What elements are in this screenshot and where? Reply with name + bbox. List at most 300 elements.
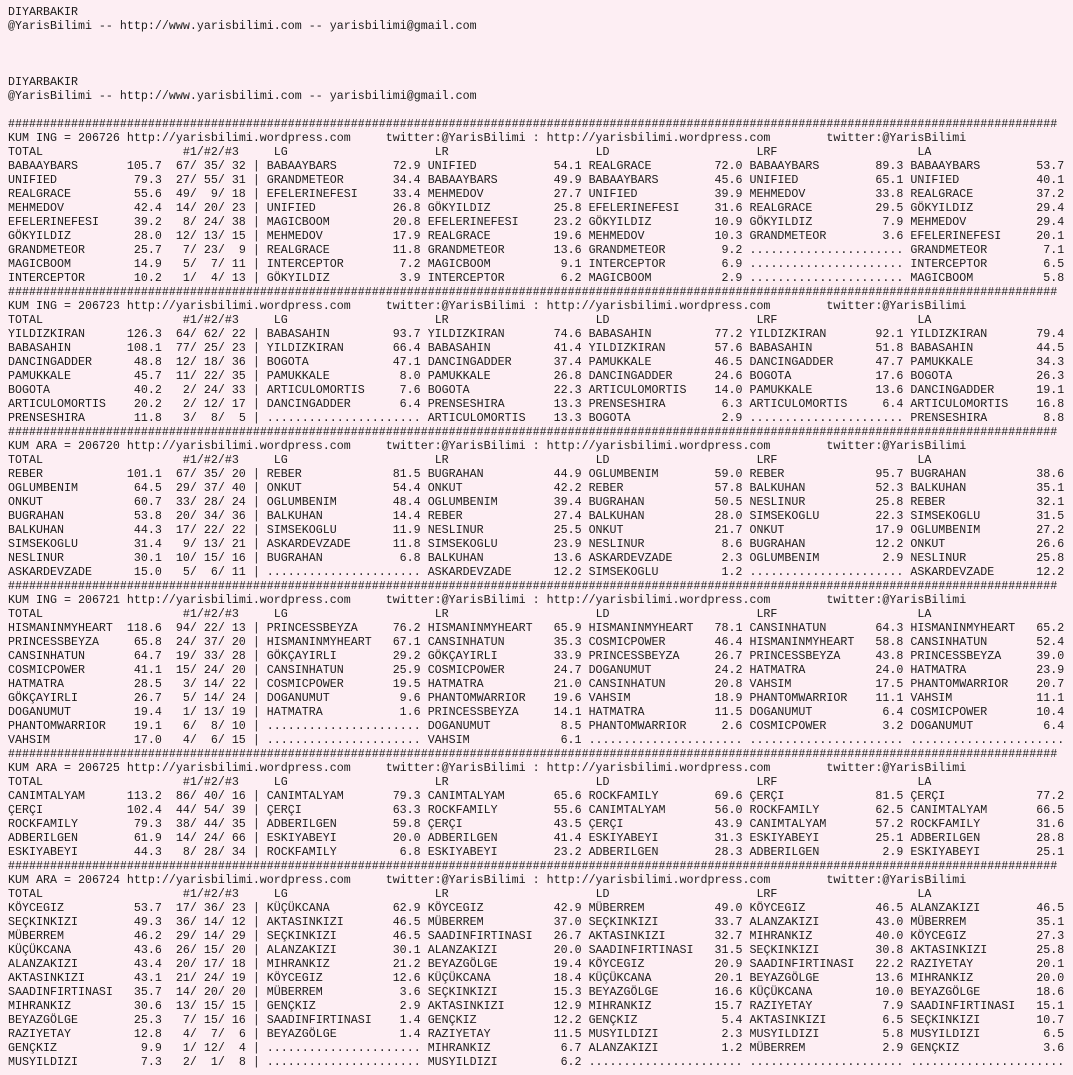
intro-title-line (8, 75, 1073, 89)
place-2: 13 (203, 537, 218, 551)
total-score: 108.1 (126, 341, 162, 355)
lg-name: KÖYCEGIZ (266, 971, 323, 985)
lr-name: CANIMTALYAM (427, 789, 505, 803)
lg-name: COSMICPOWER (266, 677, 344, 691)
lr-score: 37.0 (553, 915, 582, 929)
ld-score: 6.9 (721, 257, 743, 271)
la-name: BALKUHAN (910, 481, 967, 495)
lrf-empty: ...................... (749, 565, 904, 579)
lr-score: 26.7 (553, 929, 582, 943)
place-2: 9 (210, 187, 218, 201)
lrf-name: GÖKYILDIZ (749, 215, 813, 229)
place-1: 3 (182, 677, 190, 691)
slash: / (217, 229, 225, 243)
table-row (8, 1027, 1073, 1041)
lr-score: 22.3 (553, 383, 582, 397)
la-score: 77.2 (1036, 789, 1065, 803)
lr-name: MUSYILDIZI (427, 1055, 498, 1069)
place-1: 94 (175, 621, 190, 635)
total-score: 45.7 (133, 369, 162, 383)
lrf-name: GRANDMETEOR (749, 229, 827, 243)
la-score: 26.6 (1036, 537, 1065, 551)
col-lr: LR (434, 453, 449, 467)
colon: : (532, 593, 540, 607)
lg-name: INTERCEPTOR (266, 257, 344, 271)
lr-name: NESLINUR (427, 523, 484, 537)
slash: / (189, 929, 197, 943)
place-1: 8 (182, 845, 190, 859)
place-3: 16 (231, 1013, 246, 1027)
total-score: 35.7 (133, 985, 162, 999)
place-1: 2 (182, 397, 190, 411)
lrf-score: 62.5 (875, 803, 904, 817)
place-2: 12 (203, 397, 218, 411)
ld-name: BALKUHAN (588, 509, 645, 523)
ld-score: 10.3 (714, 229, 743, 243)
total-name: ADBERILGEN (8, 831, 78, 845)
section-label: KUM ING = 206721 (8, 593, 120, 607)
place-2: 33 (203, 649, 218, 663)
ld-score: 20.1 (714, 971, 743, 985)
slash: / (189, 411, 197, 425)
divider: | (252, 537, 260, 551)
col-places: #1/#2/#3 (182, 145, 239, 159)
lr-score: 42.9 (553, 901, 582, 915)
total-score: 31.4 (133, 537, 162, 551)
lg-score: 93.7 (392, 327, 421, 341)
table-row (8, 467, 1073, 481)
col-lr: LR (434, 145, 449, 159)
place-2: 14 (203, 691, 218, 705)
la-score: 53.7 (1036, 159, 1065, 173)
ld-name: SAADINFIRTINASI (588, 943, 694, 957)
total-score: 26.7 (133, 691, 162, 705)
lg-score: 63.3 (392, 803, 421, 817)
la-name: SIMSEKOGLU (910, 509, 981, 523)
slash: / (189, 663, 197, 677)
divider: | (252, 845, 260, 859)
divider: | (252, 495, 260, 509)
place-1: 67 (175, 467, 190, 481)
ld-score: 43.9 (714, 817, 743, 831)
ld-score: 16.6 (714, 985, 743, 999)
lg-score: 66.4 (392, 341, 421, 355)
lrf-name: SAADINFIRTINASI (749, 957, 855, 971)
lg-score: 76.2 (392, 621, 421, 635)
total-score: 10.2 (133, 271, 162, 285)
section-header (8, 593, 1073, 607)
total-name: KÜÇÜKCANA (8, 943, 71, 957)
slash: / (217, 369, 225, 383)
slash: / (217, 565, 225, 579)
place-2: 1 (210, 1055, 218, 1069)
col-total: TOTAL (8, 607, 43, 621)
lr-name: ONKUT (427, 481, 463, 495)
la-name: SEÇKINKIZI (910, 1013, 981, 1027)
place-3: 10 (231, 719, 246, 733)
lrf-score: 11.1 (875, 691, 904, 705)
lr-score: 8.5 (560, 719, 582, 733)
lrf-score: 40.0 (875, 929, 904, 943)
lr-score: 19.4 (553, 957, 582, 971)
la-score: 20.0 (1036, 971, 1065, 985)
slash: / (189, 271, 197, 285)
place-3: 13 (231, 271, 246, 285)
lrf-name: DANCINGADDER (749, 355, 834, 369)
place-1: 21 (175, 971, 190, 985)
lrf-empty: ...................... (749, 243, 904, 257)
col-places: #1/#2/#3 (182, 313, 239, 327)
lrf-score: 5.8 (882, 1027, 904, 1041)
total-score: 28.0 (133, 229, 162, 243)
place-3: 22 (231, 523, 246, 537)
place-1: 44 (175, 803, 190, 817)
col-lr: LR (434, 607, 449, 621)
slash: / (217, 1055, 225, 1069)
lg-empty: ...................... (266, 719, 421, 733)
lr-score: 43.5 (553, 817, 582, 831)
lr-name: SAADINFIRTINASI (427, 929, 533, 943)
site-url: http://yarisbilimi.wordpress.com (126, 439, 351, 453)
table-row (8, 901, 1073, 915)
place-2: 40 (203, 789, 218, 803)
slash: / (217, 999, 225, 1013)
table-row (8, 341, 1073, 355)
table-row (8, 971, 1073, 985)
lrf-name: YILDIZKIRAN (749, 327, 827, 341)
table-row (8, 1041, 1073, 1055)
slash: / (189, 173, 197, 187)
total-name: MAGICBOOM (8, 257, 71, 271)
place-2: 20 (203, 985, 218, 999)
twitter-handle: twitter:@YarisBilimi (826, 761, 967, 775)
lrf-score: 65.1 (875, 173, 904, 187)
colon: : (532, 761, 540, 775)
slash: / (217, 733, 225, 747)
section-label: KUM ARA = 206724 (8, 873, 120, 887)
ld-score: 56.0 (714, 803, 743, 817)
separator-line (8, 117, 1073, 131)
total-score: 25.3 (133, 1013, 162, 1027)
lr-name: KÖYCEGIZ (427, 901, 484, 915)
lr-name: UNIFIED (427, 159, 477, 173)
lr-name: DOGANUMUT (427, 719, 491, 733)
table-row (8, 691, 1073, 705)
total-score: 55.6 (133, 187, 162, 201)
slash: / (217, 187, 225, 201)
total-score: 49.3 (133, 915, 162, 929)
slash: / (217, 957, 225, 971)
slash: / (189, 495, 197, 509)
lg-score: 1.6 (399, 705, 421, 719)
divider: | (252, 803, 260, 817)
la-name: MIHRANKIZ (910, 971, 974, 985)
col-lrf: LRF (756, 887, 778, 901)
lrf-score: 81.5 (875, 789, 904, 803)
lg-name: PAMUKKALE (266, 369, 330, 383)
total-score: 79.3 (133, 173, 162, 187)
slash: / (189, 971, 197, 985)
ld-score: 1.2 (721, 1041, 743, 1055)
total-score: 17.0 (133, 733, 162, 747)
slash: / (217, 1041, 225, 1055)
slash: / (189, 901, 197, 915)
slash: / (217, 635, 225, 649)
la-name: MAGICBOOM (910, 271, 974, 285)
total-name: SAADINFIRTINASI (8, 985, 113, 999)
place-1: 20 (175, 957, 190, 971)
lrf-name: UNIFIED (749, 173, 799, 187)
ld-score: 33.7 (714, 915, 743, 929)
place-3: 17 (231, 397, 246, 411)
place-2: 54 (203, 803, 218, 817)
lrf-name: SIMSEKOGLU (749, 509, 820, 523)
ld-name: VAHSIM (588, 691, 631, 705)
slash: / (217, 943, 225, 957)
divider: | (252, 915, 260, 929)
lg-name: GENÇKIZ (266, 999, 316, 1013)
ld-score: 31.3 (714, 831, 743, 845)
col-places: #1/#2/#3 (182, 775, 239, 789)
ld-name: REALGRACE (588, 159, 652, 173)
col-places: #1/#2/#3 (182, 453, 239, 467)
lrf-name: OGLUMBENIM (749, 551, 820, 565)
place-3: 66 (231, 831, 246, 845)
place-3: 22 (231, 327, 246, 341)
lrf-name: DOGANUMUT (749, 705, 813, 719)
lr-name: HISMANINMYHEART (427, 621, 533, 635)
total-name: OGLUMBENIM (8, 481, 78, 495)
la-score: 29.4 (1036, 201, 1065, 215)
lrf-score: 58.8 (875, 635, 904, 649)
place-3: 35 (231, 817, 246, 831)
slash: / (217, 971, 225, 985)
table-row (8, 495, 1073, 509)
la-name: REALGRACE (910, 187, 974, 201)
place-1: 15 (175, 663, 190, 677)
slash: / (217, 789, 225, 803)
total-name: MIHRANKIZ (8, 999, 71, 1013)
divider: | (252, 831, 260, 845)
column-header (8, 453, 1073, 467)
table-row (8, 383, 1073, 397)
ld-empty: ...................... (588, 1055, 743, 1069)
lrf-score: 29.5 (875, 201, 904, 215)
total-name: UNIFIED (8, 173, 57, 187)
place-1: 9 (182, 537, 190, 551)
lrf-score: 7.9 (882, 215, 904, 229)
place-3: 29 (231, 929, 246, 943)
lg-name: ARTICULOMORTIS (266, 383, 365, 397)
slash: / (189, 999, 197, 1013)
table-row (8, 257, 1073, 271)
lrf-name: SEÇKINKIZI (749, 943, 820, 957)
total-score: 53.7 (133, 901, 162, 915)
ld-score: 20.9 (714, 957, 743, 971)
la-name: PAMUKKALE (910, 355, 974, 369)
la-name: PRINCESSBEYZA (910, 649, 1002, 663)
lrf-name: ARTICULOMORTIS (749, 397, 848, 411)
section-label: KUM ING = 206723 (8, 299, 120, 313)
lr-score: 19.6 (553, 229, 582, 243)
place-2: 24 (203, 383, 218, 397)
la-name: ESKIYABEYI (910, 845, 981, 859)
lrf-name: BALKUHAN (749, 481, 806, 495)
col-lr: LR (434, 313, 449, 327)
lrf-name: ESKIYABEYI (749, 831, 820, 845)
lg-name: ADBERILGEN (266, 817, 337, 831)
place-3: 16 (231, 551, 246, 565)
total-score: 14.9 (133, 257, 162, 271)
total-name: KÖYCEGIZ (8, 901, 64, 915)
slash: / (217, 243, 225, 257)
la-score: 23.9 (1036, 663, 1065, 677)
slash: / (189, 943, 197, 957)
total-score: 11.8 (133, 411, 162, 425)
slash: / (217, 509, 225, 523)
lr-name: KÜÇÜKCANA (427, 971, 491, 985)
ld-name: DANCINGADDER (588, 369, 673, 383)
lrf-score: 95.7 (875, 467, 904, 481)
lg-score: 29.2 (392, 649, 421, 663)
lg-score: 67.1 (392, 635, 421, 649)
lg-score: 25.9 (392, 663, 421, 677)
col-lg: LG (273, 453, 288, 467)
table-row (8, 817, 1073, 831)
lrf-name: ALANZAKIZI (749, 915, 820, 929)
divider: | (252, 635, 260, 649)
lg-name: BABAAYBARS (266, 159, 337, 173)
lr-score: 65.9 (553, 621, 582, 635)
slash: / (217, 691, 225, 705)
lg-score: 14.4 (392, 509, 421, 523)
lg-name: KÜÇÜKCANA (266, 901, 330, 915)
total-score: 44.3 (133, 845, 162, 859)
total-name: ONKUT (8, 495, 43, 509)
lr-name: BABAAYBARS (427, 173, 498, 187)
lr-name: ADBERILGEN (427, 831, 498, 845)
total-score: 28.5 (133, 677, 162, 691)
slash: / (217, 159, 225, 173)
site-url: http://yarisbilimi.wordpress.com (126, 761, 351, 775)
lg-name: ONKUT (266, 481, 302, 495)
section-header (8, 761, 1073, 775)
lr-score: 49.9 (553, 173, 582, 187)
place-1: 14 (175, 831, 190, 845)
total-score: 48.8 (133, 355, 162, 369)
la-score: 7.1 (1043, 243, 1065, 257)
lr-score: 20.0 (553, 943, 582, 957)
ld-name: EFELERINEFESI (588, 201, 680, 215)
lrf-score: 17.5 (875, 677, 904, 691)
la-name: GENÇKIZ (910, 1041, 960, 1055)
lrf-score: 22.2 (875, 957, 904, 971)
place-1: 8 (182, 215, 190, 229)
total-score: 118.6 (126, 621, 162, 635)
col-total: TOTAL (8, 453, 43, 467)
slash: / (189, 383, 197, 397)
place-2: 8 (210, 411, 218, 425)
total-name: DANCINGADDER (8, 355, 92, 369)
lrf-empty: ...................... (749, 411, 904, 425)
lg-score: 46.5 (392, 929, 421, 943)
la-name: INTERCEPTOR (910, 257, 988, 271)
divider: | (252, 1027, 260, 1041)
place-1: 2 (182, 383, 190, 397)
separator: ###################################################################################################################################################### (8, 285, 1058, 299)
place-1: 24 (175, 635, 190, 649)
slash: / (189, 229, 197, 243)
ld-score: 31.5 (714, 943, 743, 957)
place-3: 22 (231, 677, 246, 691)
la-name: ARTICULOMORTIS (910, 397, 1009, 411)
lr-name: MIHRANKIZ (427, 1041, 491, 1055)
place-2: 36 (203, 901, 218, 915)
lg-score: 11.8 (392, 243, 421, 257)
table-row (8, 397, 1073, 411)
lrf-score: 43.8 (875, 649, 904, 663)
divider: | (252, 985, 260, 999)
lrf-score: 2.9 (882, 551, 904, 565)
col-ld: LD (595, 887, 610, 901)
place-3: 11 (231, 257, 246, 271)
twitter-handle: twitter:@YarisBilimi (385, 439, 526, 453)
lr-score: 11.5 (553, 1027, 582, 1041)
la-score: 28.8 (1036, 831, 1065, 845)
slash: / (217, 803, 225, 817)
ld-score: 57.8 (714, 481, 743, 495)
la-name: EFELERINEFESI (910, 229, 1002, 243)
divider: | (252, 1013, 260, 1027)
lr-score: 41.4 (553, 341, 582, 355)
la-score: 35.1 (1036, 481, 1065, 495)
lr-score: 6.7 (560, 1041, 582, 1055)
total-name: AKTASINKIZI (8, 971, 85, 985)
separator: ###################################################################################################################################################### (8, 117, 1058, 131)
slash: / (189, 537, 197, 551)
place-2: 7 (210, 1027, 218, 1041)
total-score: 113.2 (126, 789, 162, 803)
divider: | (252, 649, 260, 663)
section-header (8, 131, 1073, 145)
lg-score: 48.4 (392, 495, 421, 509)
place-2: 15 (203, 551, 218, 565)
ld-name: INTERCEPTOR (588, 257, 666, 271)
ld-name: BABAAYBARS (588, 173, 659, 187)
ld-name: MUSYILDIZI (588, 1027, 659, 1041)
place-3: 32 (231, 159, 246, 173)
lrf-score: 13.6 (875, 383, 904, 397)
lr-score: 14.1 (553, 705, 582, 719)
lr-name: PHANTOMWARRIOR (427, 691, 526, 705)
lr-name: CANSINHATUN (427, 635, 505, 649)
place-3: 36 (231, 509, 246, 523)
ld-name: ALANZAKIZI (588, 1041, 659, 1055)
divider: | (252, 173, 260, 187)
total-name: PRINCESSBEYZA (8, 635, 99, 649)
place-3: 12 (231, 915, 246, 929)
slash: / (217, 411, 225, 425)
place-2: 24 (203, 663, 218, 677)
lr-score: 13.6 (553, 551, 582, 565)
lr-score: 15.3 (553, 985, 582, 999)
total-score: 65.8 (133, 635, 162, 649)
section-header (8, 299, 1073, 313)
lrf-name: REBER (749, 467, 785, 481)
lg-score: 20.8 (392, 215, 421, 229)
slash: / (189, 621, 197, 635)
place-2: 34 (203, 509, 218, 523)
